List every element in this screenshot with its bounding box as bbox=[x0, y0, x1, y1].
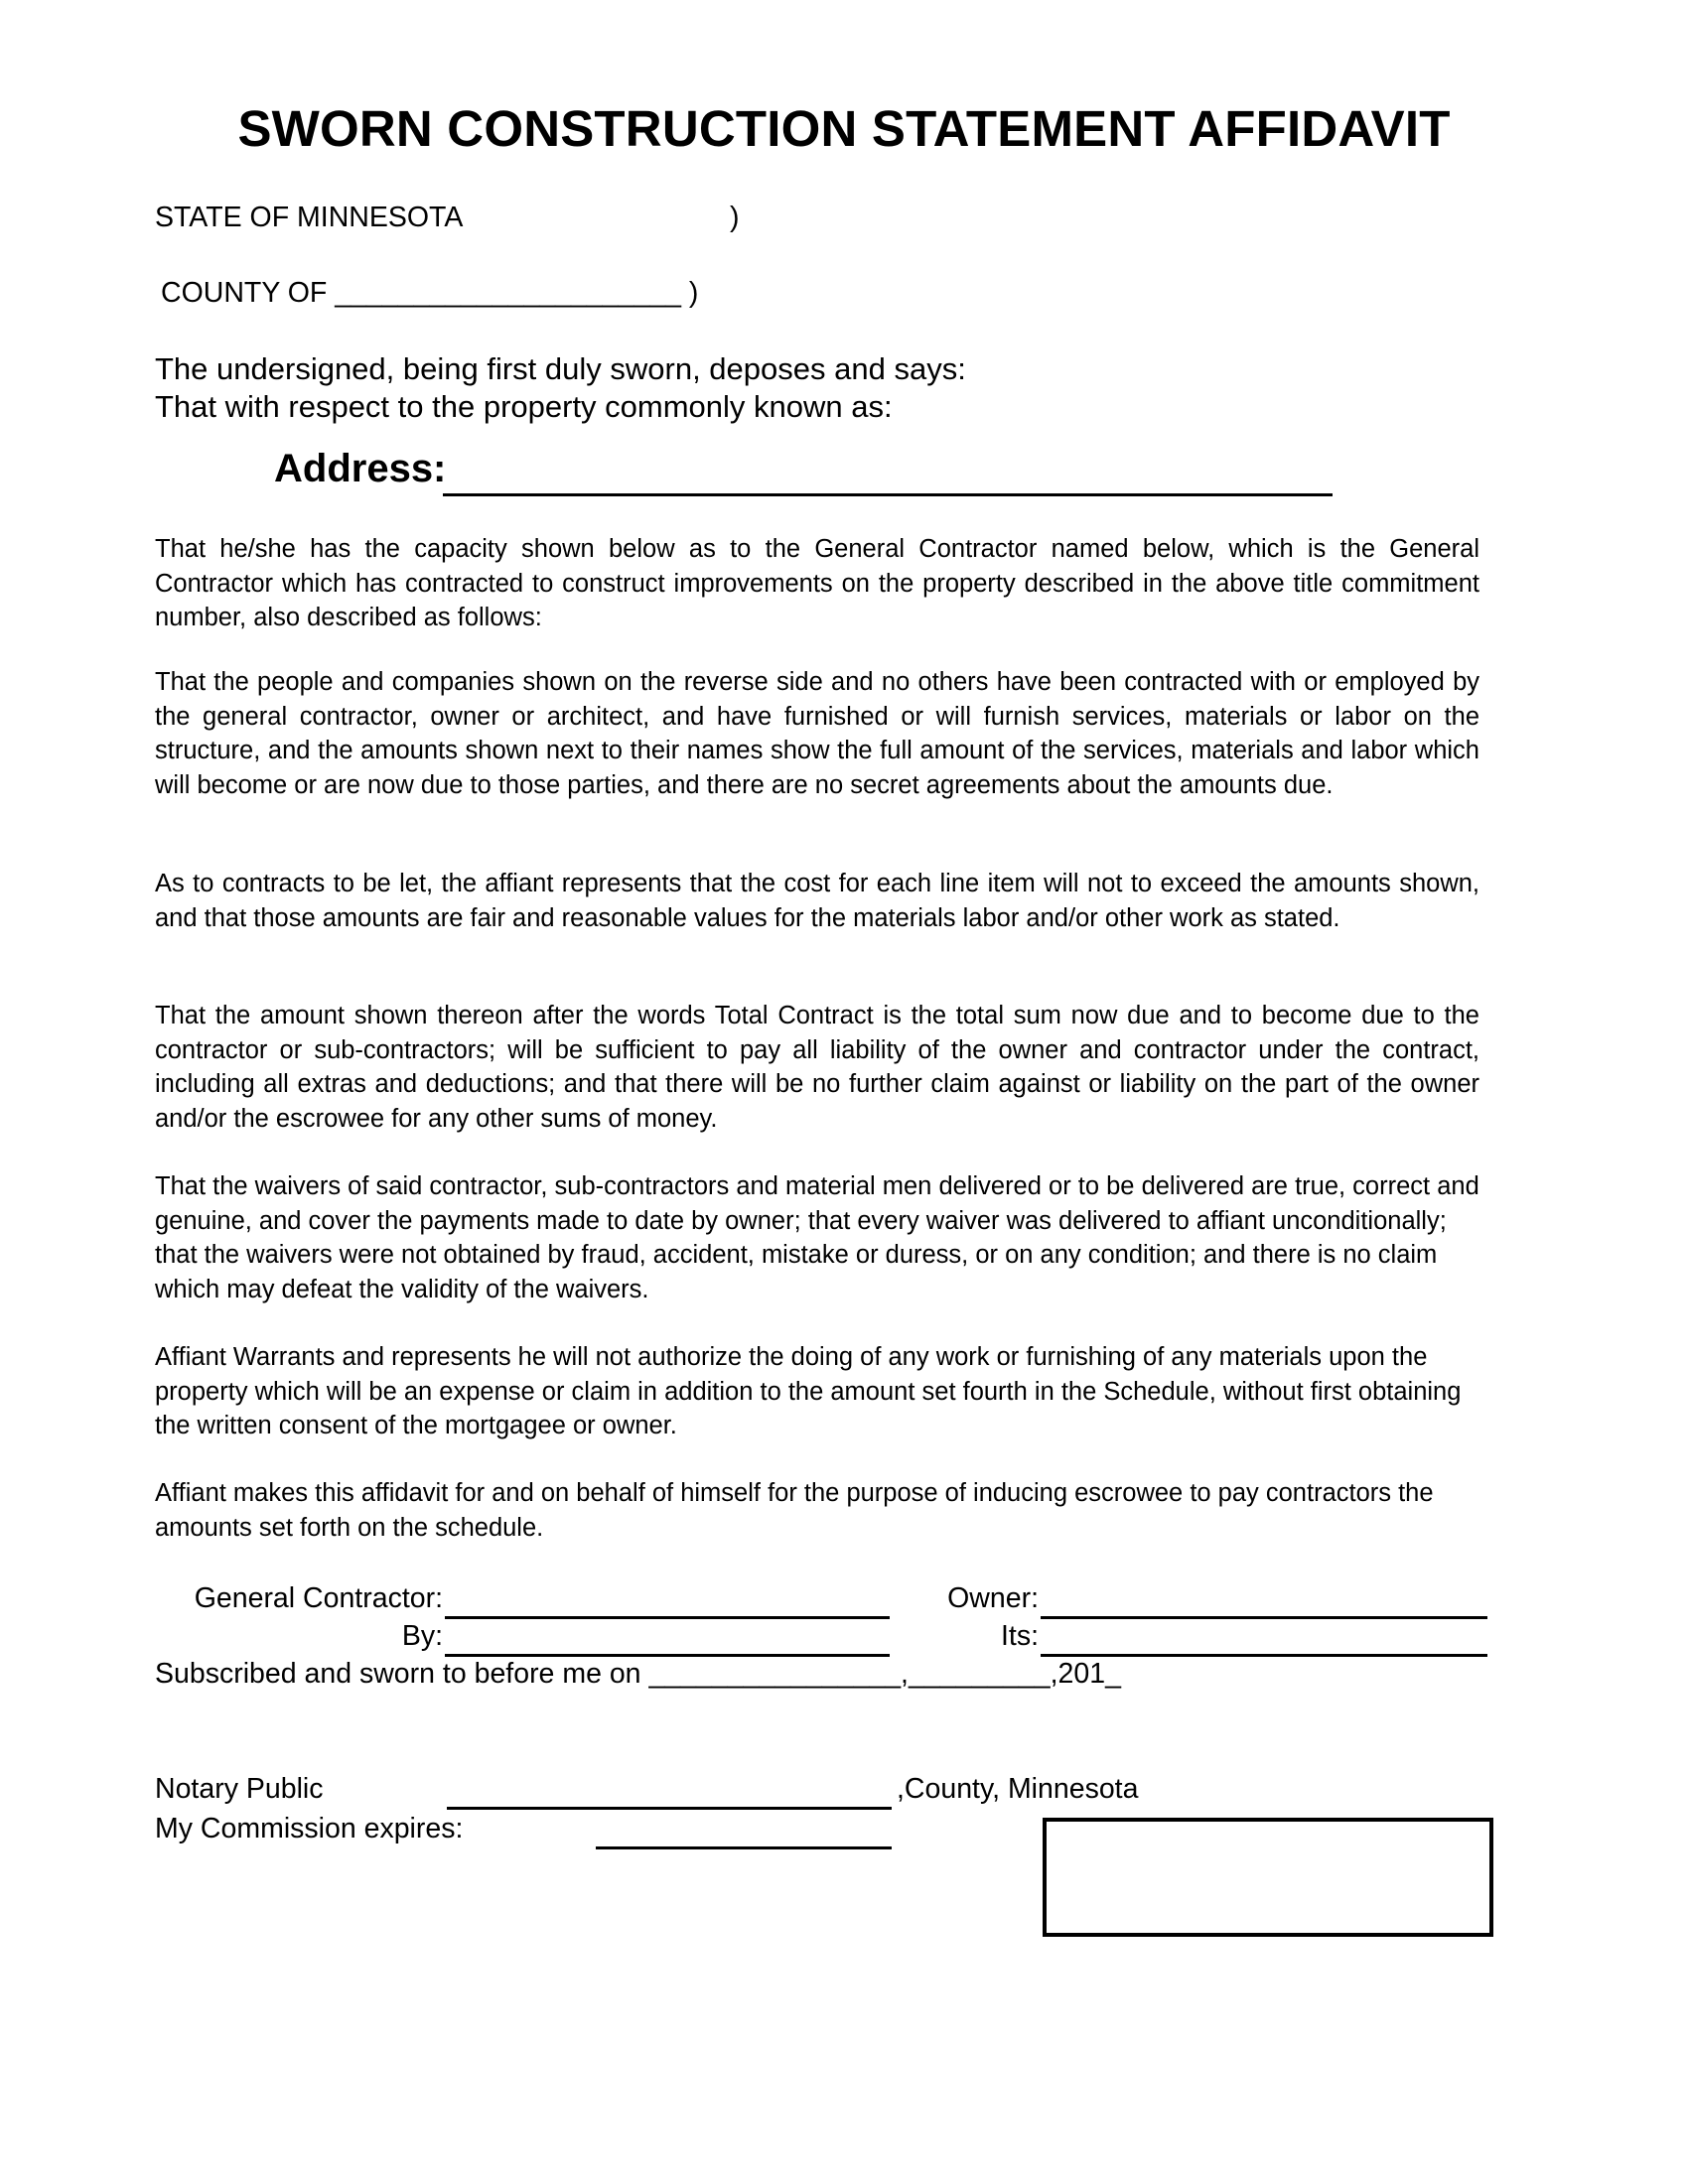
notary-county-text: ,County, Minnesota bbox=[897, 1773, 1139, 1805]
by-signature-line[interactable] bbox=[445, 1654, 890, 1657]
intro-line-2: That with respect to the property commonly known as: bbox=[155, 389, 893, 424]
its-label: Its: bbox=[1000, 1620, 1039, 1652]
notary-seal-box bbox=[1043, 1818, 1493, 1937]
general-contractor-signature-line[interactable] bbox=[445, 1616, 890, 1619]
county-line: COUNTY OF ______________________ ) bbox=[161, 277, 699, 309]
paragraph-waivers: That the waivers of said contractor, sub-contractors and material men delivered or to be delivered are true, correct and genuine, and cover the payments made to date by owner; that every waiver was delivered to affiant unconditionally; that the waivers were not obtained by fraud, accident, mistake or duress, or on any condition; and there is no claim which may defeat the validity of the waivers. bbox=[155, 1172, 1479, 1303]
notary-public-label: Notary Public bbox=[155, 1773, 324, 1805]
address-label: Address: bbox=[274, 447, 447, 490]
owner-signature-line[interactable] bbox=[1041, 1616, 1487, 1619]
subscribed-sworn-line: Subscribed and sworn to before me on ________________,_________,201_ bbox=[155, 1658, 1121, 1690]
paragraph-affiant-warrants: Affiant Warrants and represents he will not authorize the doing of any work or furnishing of any materials upon the property which will be an expense or claim in addition to the amount set fourth in the Schedule, without first obtaining the written consent of the mortgagee or owner. bbox=[155, 1343, 1462, 1439]
intro-line-1: The undersigned, being first duly sworn, deposes and says: bbox=[155, 351, 966, 386]
address-field[interactable] bbox=[443, 493, 1333, 496]
state-paren: ) bbox=[730, 202, 740, 233]
notary-name-line[interactable] bbox=[447, 1807, 892, 1810]
by-label: By: bbox=[401, 1620, 443, 1652]
paragraph-contracted-parties: That the people and companies shown on the reverse side and no others have been contracted with or employed by the general contractor, owner or architect, and have furnished or will furnish services, materials or labor on the structure, and the amounts shown next to their names show the full amount of the services, materials and labor which will become or are now due to those parties, and there are no secret agreements about the amounts due. bbox=[155, 668, 1479, 799]
document-title: SWORN CONSTRUCTION STATEMENT AFFIDAVIT bbox=[237, 100, 1451, 157]
owner-label: Owner: bbox=[947, 1582, 1039, 1614]
its-signature-line[interactable] bbox=[1041, 1654, 1487, 1657]
commission-expires-line[interactable] bbox=[596, 1846, 892, 1849]
state-label: STATE OF MINNESOTA bbox=[155, 202, 464, 233]
commission-expires-label: My Commission expires: bbox=[155, 1813, 464, 1844]
paragraph-inducing-escrowee: Affiant makes this affidavit for and on behalf of himself for the purpose of inducing escrowee to pay contractors the amounts set forth on the schedule. bbox=[155, 1479, 1434, 1542]
paragraph-contracts-to-be-let: As to contracts to be let, the affiant represents that the cost for each line item will not to exceed the amounts shown, and that those amounts are fair and reasonable values for the materials labor and/or other work as stated. bbox=[155, 870, 1479, 932]
paragraph-total-contract: That the amount shown thereon after the words Total Contract is the total sum now due and to become due to the contractor or sub-contractors; will be sufficient to pay all liability of the owner and contractor under the contract, including all extras and deductions; and that there will be no further claim against or liability on the part of the owner and/or the escrowee for any other sums of money. bbox=[155, 1002, 1479, 1133]
general-contractor-label: General Contractor: bbox=[194, 1582, 443, 1614]
paragraph-capacity: That he/she has the capacity shown below as to the General Contractor named below, which is the General Contractor which has contracted to construct improvements on the property described in the above title commitment number, also described as follows: bbox=[155, 535, 1479, 631]
